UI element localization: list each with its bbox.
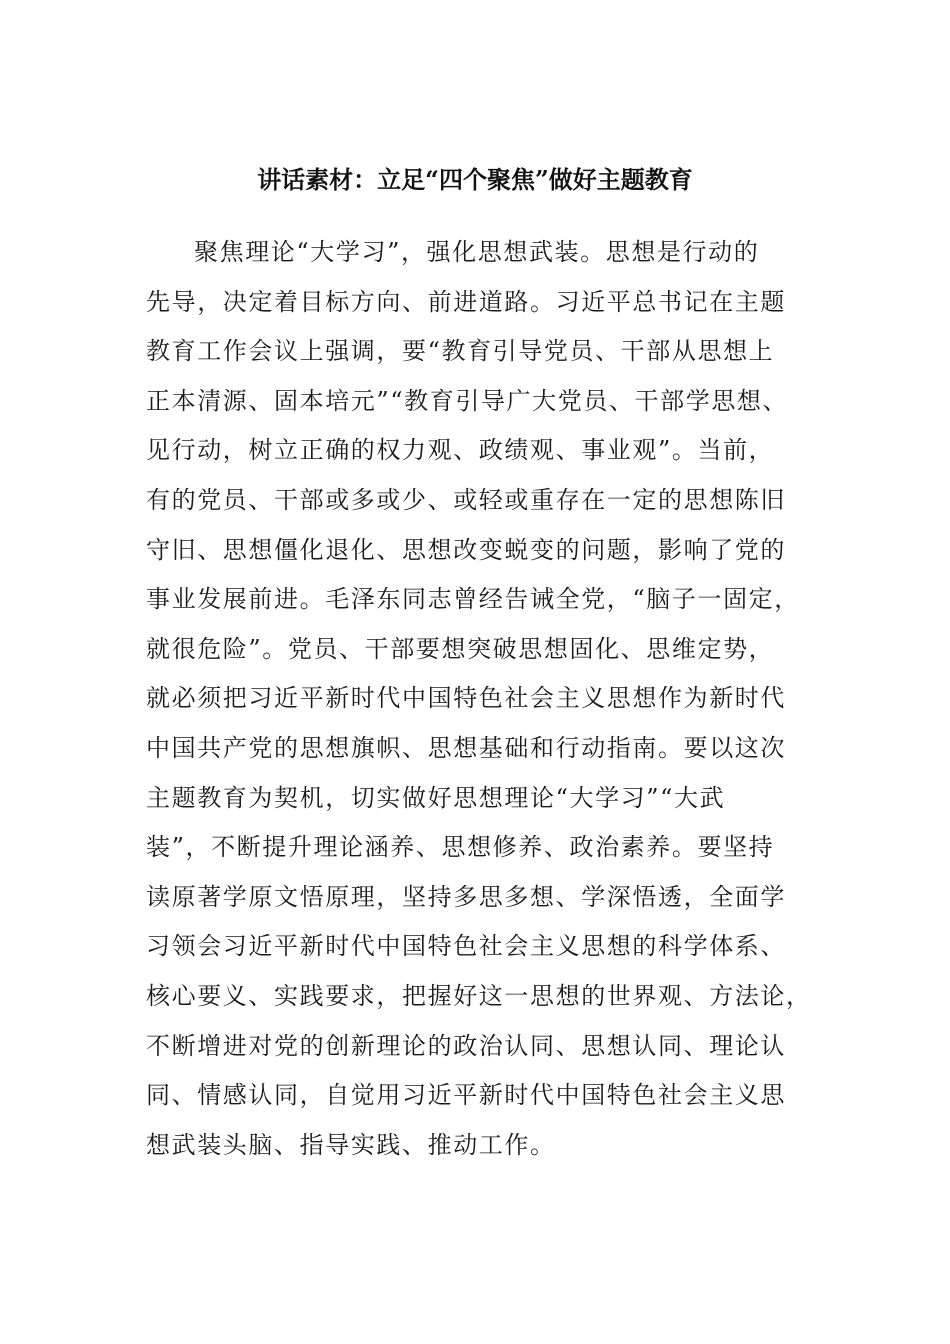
paragraph-line: 读原著学原文悟原理，坚持多思多想、学深悟透，全面学: [146, 882, 786, 911]
paragraph-line: 先导，决定着目标方向、前进道路。习近平总书记在主题: [146, 287, 786, 316]
paragraph-line: 正本清源、固本培元”“教育引导广大党员、干部学思想、: [146, 386, 789, 415]
paragraph-line: 聚焦理论“大学习”，强化思想武装。思想是行动的: [194, 238, 760, 266]
paragraph-line: 同、情感认同，自觉用习近平新时代中国特色社会主义思: [146, 1081, 786, 1110]
document-body: [146, 228, 812, 1170]
paragraph-line: 事业发展前进。毛泽东同志曾经告诫全党，“脑子一固定，: [146, 585, 800, 614]
paragraph-line: 装”，不断提升理论涵养、思想修养、政治素养。要坚持: [146, 833, 775, 862]
paragraph-line: 教育工作会议上强调，要“教育引导党员、干部从思想上: [146, 337, 775, 366]
paragraph-line: 核心要义、实践要求，把握好这一思想的世界观、方法论，: [146, 981, 812, 1010]
paragraph-line: 不断增进对党的创新理论的政治认同、思想认同、理论认: [146, 1031, 786, 1060]
paragraph-line: 想武装头脑、指导实践、推动工作。: [146, 1130, 556, 1159]
document-title: 讲话素材：立足“四个聚焦”做好主题教育: [257, 165, 693, 194]
paragraph-line: 守旧、思想僵化退化、思想改变蜕变的问题，影响了党的: [146, 535, 786, 564]
paragraph-line: 有的党员、干部或多或少、或轻或重存在一定的思想陈旧: [146, 485, 786, 514]
paragraph-line: 就必须把习近平新时代中国特色社会主义思想作为新时代: [146, 684, 786, 713]
paragraph-line: 中国共产党的思想旗帜、思想基础和行动指南。要以这次: [146, 733, 786, 762]
paragraph-line: 习领会习近平新时代中国特色社会主义思想的科学体系、: [146, 932, 786, 961]
paragraph-line: 主题教育为契机，切实做好思想理论“大学习”“大武: [146, 783, 726, 812]
paragraph-line: 见行动，树立正确的权力观、政绩观、事业观”。当前，: [146, 436, 775, 465]
paragraph-line: 就很危险”。党员、干部要想突破思想固化、思维定势，: [146, 634, 775, 663]
